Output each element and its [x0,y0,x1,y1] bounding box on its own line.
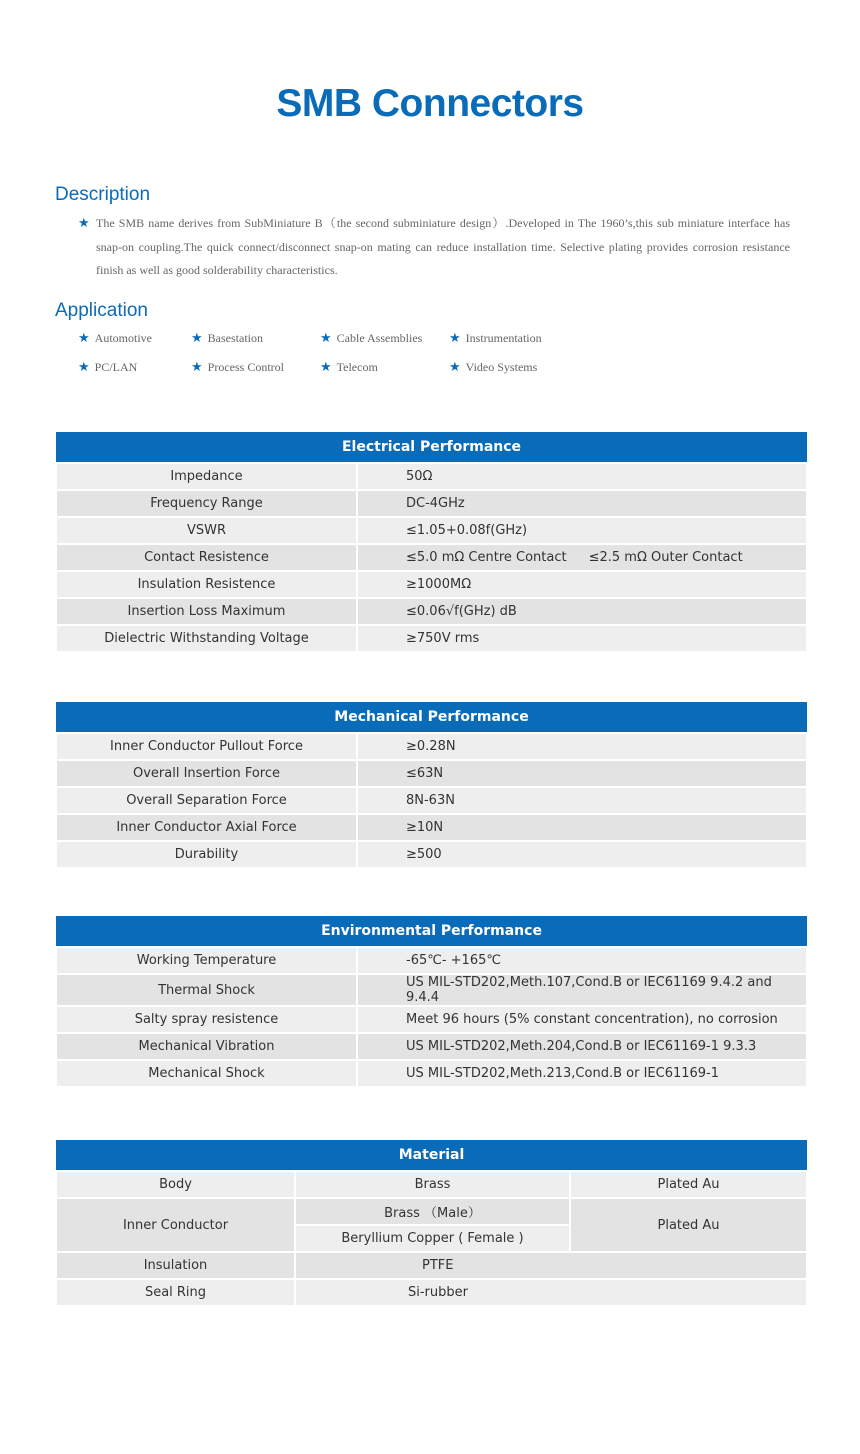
spec-name: Salty spray resistence [56,1006,357,1033]
table-row [56,544,807,571]
application-heading: Application [55,300,148,321]
spec-value: ≤0.06√f(GHz) dB [357,598,807,625]
electrical-performance-table [55,432,808,653]
part-name: Inner Conductor [56,1198,295,1252]
part-name: Seal Ring [56,1279,295,1306]
spec-name: Inner Conductor Axial Force [56,814,357,841]
application-item: ★ Cable Assemblies [320,331,423,346]
spec-name: Working Temperature [56,947,357,974]
star-icon: ★ [191,360,203,375]
star-icon: ★ [191,331,203,346]
description-heading: Description [55,184,151,205]
spec-name: Mechanical Shock [56,1060,357,1087]
mechanical-performance-table [55,702,808,869]
spec-value: Meet 96 hours (5% constant concentration), no corrosion [357,1006,807,1033]
environmental-performance-table [55,916,808,1088]
spec-value-centre: ≤5.0 mΩ Centre Contact [406,550,567,565]
spec-value: US MIL-STD202,Meth.107,Cond.B or IEC61169 9.4.2 and 9.4.4 [357,974,807,1006]
spec-name: Durability [56,841,357,868]
environmental-heading: Environmental Performance [56,916,807,947]
spec-value: ≥1000MΩ [357,571,807,598]
star-icon: ★ [78,360,90,375]
spec-value: -65℃- +165℃ [357,947,807,974]
table-row [56,733,807,760]
table-row [56,1279,807,1306]
table-row [56,947,807,974]
spec-value: DC-4GHz [357,490,807,517]
spec-name: Insulation Resistence [56,571,357,598]
spec-name: Overall Insertion Force [56,760,357,787]
star-icon: ★ [449,360,461,375]
spec-value: 50Ω [357,463,807,490]
spec-name: Insertion Loss Maximum [56,598,357,625]
star-icon: ★ [320,331,332,346]
table-row [56,760,807,787]
spec-name: Frequency Range [56,490,357,517]
application-item: ★ PC/LAN [78,360,138,375]
table-row [56,517,807,544]
spec-name: Dielectric Withstanding Voltage [56,625,357,652]
spec-value: 8N-63N [357,787,807,814]
table-row [56,1171,807,1198]
part-material: Brass [295,1171,570,1198]
spec-name: Inner Conductor Pullout Force [56,733,357,760]
spec-value: ≥10N [357,814,807,841]
table-row [56,1252,807,1279]
application-item: ★ Process Control [191,360,284,375]
mechanical-heading: Mechanical Performance [56,702,807,733]
star-icon: ★ [78,331,90,346]
material-heading: Material [56,1140,807,1171]
table-row [56,1033,807,1060]
table-row [56,841,807,868]
table-row [56,625,807,652]
spec-value: ≤1.05+0.08f(GHz) [357,517,807,544]
description-block [78,212,790,283]
material-table [55,1140,808,1307]
application-item: ★ Telecom [320,360,378,375]
table-row [56,1060,807,1087]
spec-name: Contact Resistence [56,544,357,571]
table-row [56,571,807,598]
table-row [56,974,807,1006]
spec-value: ≤63N [357,760,807,787]
part-plating: Plated Au [570,1171,807,1198]
table-row [56,1006,807,1033]
spec-name: Mechanical Vibration [56,1033,357,1060]
page-title: SMB Connectors [276,82,584,125]
spec-value-outer: ≤2.5 mΩ Outer Contact [588,550,743,565]
part-plating: Plated Au [570,1198,807,1252]
spec-name: Thermal Shock [56,974,357,1006]
part-name: Insulation [56,1252,295,1279]
spec-name: Impedance [56,463,357,490]
star-icon: ★ [320,360,332,375]
part-material: PTFE [295,1252,807,1279]
table-row [56,814,807,841]
description-text: The SMB name derives from SubMiniature B（the second subminiature design）.Developed in The 1960’s,this sub miniature interface has snap-on coupling.The quick connect/disconnect snap-on mating can reduce installation time. Selective plating provides corrosion resistance finish as well as good solderability characteristics. [96,216,790,277]
part-material: Si-rubber [295,1279,807,1306]
application-item: ★ Basestation [191,331,263,346]
application-item: ★ Video Systems [449,360,538,375]
table-row [56,490,807,517]
spec-name: Overall Separation Force [56,787,357,814]
spec-value: ≥500 [357,841,807,868]
part-material: Brass （Male） [295,1198,570,1225]
electrical-heading: Electrical Performance [56,432,807,463]
spec-value: ≥750V rms [357,625,807,652]
star-icon: ★ [449,331,461,346]
spec-value: US MIL-STD202,Meth.204,Cond.B or IEC61169-1 9.3.3 [357,1033,807,1060]
spec-value [357,544,807,571]
application-item: ★ Automotive [78,331,152,346]
spec-value: ≥0.28N [357,733,807,760]
spec-value: US MIL-STD202,Meth.213,Cond.B or IEC61169-1 [357,1060,807,1087]
part-material: Beryllium Copper ( Female ) [295,1225,570,1252]
table-row [56,787,807,814]
part-name: Body [56,1171,295,1198]
star-icon: ★ [78,216,90,231]
table-row [56,598,807,625]
table-row [56,463,807,490]
table-row [56,1198,807,1225]
application-item: ★ Instrumentation [449,331,542,346]
spec-name: VSWR [56,517,357,544]
